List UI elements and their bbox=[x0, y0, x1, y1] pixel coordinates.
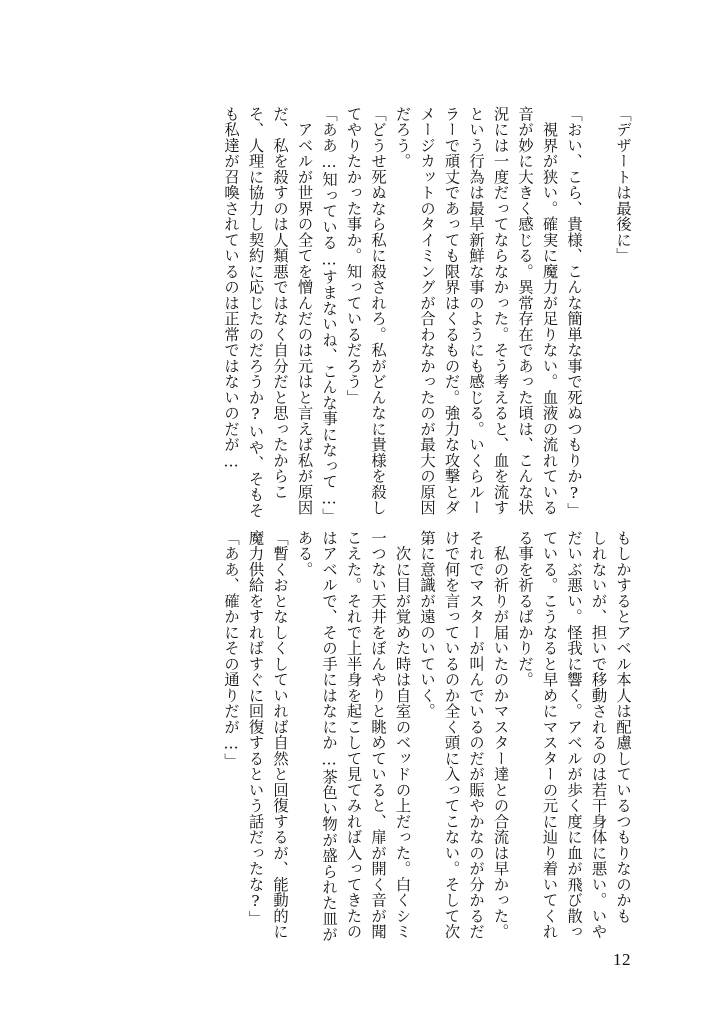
text-line: ラーで頑丈であっても限界はくるものだ。強力な攻撃とダ bbox=[442, 106, 461, 516]
upper-text-block bbox=[219, 106, 636, 524]
text-line: だいぶ悪い。怪我に響く。アベルが歩く度に血が飛び散っ bbox=[565, 530, 583, 940]
text-line: そ、人理に協力し契約に応じたのだろうか?いや、そもそ bbox=[246, 106, 265, 519]
text-line: る事を祈るばかりだ。 bbox=[516, 530, 534, 688]
text-line: けで何を言っているのか全く頭に入ってこない。そして次 bbox=[442, 530, 461, 940]
text-line: 「デザートは最後に」 bbox=[614, 106, 632, 264]
text-line: アベルが世界の全てを憎んだのは元はと言えば私が原因 bbox=[295, 106, 314, 516]
text-line: 一つない天井をぼんやりと眺めていると、扉が開く音が聞 bbox=[369, 530, 387, 940]
text-line: ある。 bbox=[295, 530, 314, 578]
text-line bbox=[586, 106, 611, 506]
text-line: 「どうせ死ぬなら私に殺されろ。私がどんなに貴様を殺し bbox=[369, 106, 387, 516]
text-line: 「ああ…知っている…すまないね、こんな事になって…」 bbox=[320, 106, 338, 524]
text-line: 魔力供給をすればすぐに回復するという話だったな?」 bbox=[246, 530, 265, 927]
page-number: 12 bbox=[613, 950, 631, 969]
text-line: ている。こうなると早めにマスターの元に辿り着いてくれ bbox=[540, 530, 559, 940]
text-line: 次に目が覚めた時は自室のベッドの上だった。白くシミ bbox=[393, 530, 412, 940]
text-line: 私の祈りが届いたのかマスター達との合流は早かった。 bbox=[491, 530, 510, 940]
text-line: だ、私を殺すのは人類悪ではなく自分だと思ったからこ bbox=[271, 106, 289, 500]
text-line: 第に意識が遠のいていく。 bbox=[418, 530, 436, 719]
text-line: それでマスターが叫んでいるのだが賑やかなのが分かるだ bbox=[467, 530, 485, 940]
text-line: はアベルで、その手にはなにか…茶色い物が盛られた皿が bbox=[320, 530, 338, 943]
text-line: という行為は最早新鮮な事のようにも感じる。いくらルー bbox=[467, 106, 485, 516]
text-line: だろう。 bbox=[393, 106, 412, 169]
text-line: こえた。それで上半身を起こして見てみれば入ってきたの bbox=[344, 530, 363, 940]
text-line: 況には一度だってならなかった。そう考えると、血を流す bbox=[491, 106, 510, 516]
text-line: 音が妙に大きく感じる。異常存在であった頃は、こんな状 bbox=[516, 106, 534, 516]
text-line: も私達が召喚されているのは正常ではないのだが… bbox=[222, 106, 240, 471]
text-line: 「ああ、確かにその通りだが…」 bbox=[222, 530, 240, 769]
text-line: メージカットのタイミングが合わなかったのが最大の原因 bbox=[418, 106, 436, 516]
lower-text-block bbox=[219, 530, 636, 943]
text-line: もしかするとアベル本人は配慮しているつもりなのかも bbox=[614, 530, 632, 924]
text-line: しれないが、担いで移動されるのは若干身体に悪い。いや bbox=[589, 530, 608, 940]
text-line: 視界が狭い。確実に魔力が足りない。血液の流れている bbox=[540, 106, 559, 516]
text-line: 「おい、こら、貴様、こんな簡単な事で死ぬつもりか?」 bbox=[565, 106, 583, 519]
text-line: てやりたかった事か。知っているだろう」 bbox=[344, 106, 363, 406]
text-line: 「暫くおとなしくしていれば自然と回復するが、能動的に bbox=[271, 530, 289, 940]
